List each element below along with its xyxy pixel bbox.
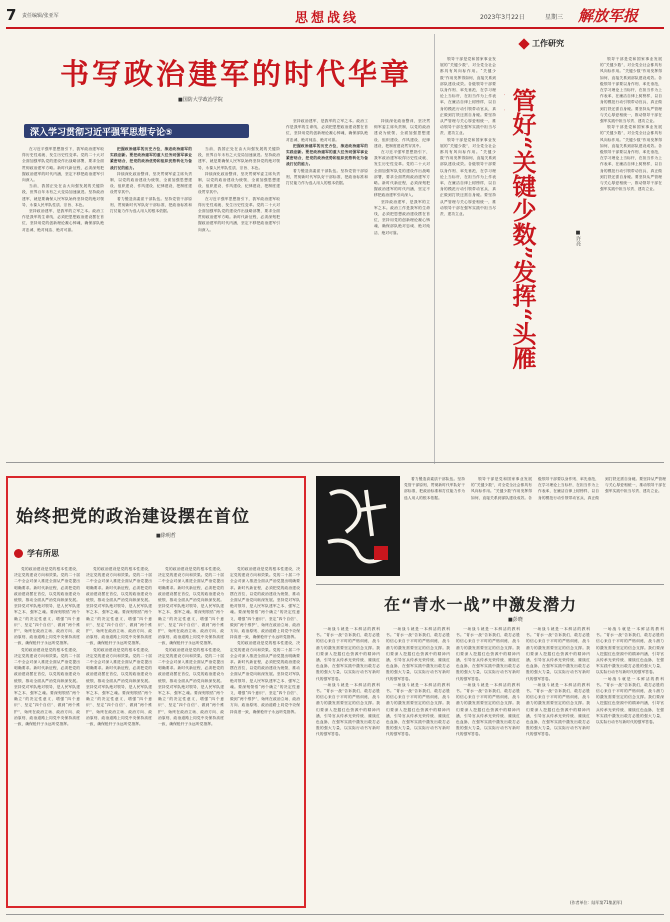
article-paragraph: 党的政治建设是党的根本性建设，决定党的建设方向和效果。党的二十届二中全会对深入推进全面从严治党提出明确要求。新时代新征程，必须把党的政治建设摆在首位，以党的政治建设为统领，推动全面从严治党向纵深发展。坚持党对军队绝对领导，是人民军队建军之本、强军之魂。要深刻领悟“两个确立”的决定性意义，增强“四个意识”、坚定“四个自信”、做到“两个维护”，始终在政治立场、政治方向、政治原则、政治道路上同党中央保持高度一致，确保枪杆子永远听党指挥。	[158, 567, 224, 646]
footer-rule	[6, 914, 664, 915]
subbanner-text: 深入学习贯彻习近平强军思想专论⑤	[30, 128, 173, 138]
bottom-right-byline: ■彭晓	[508, 617, 523, 623]
bottom-right-column-2	[386, 626, 450, 904]
column-paragraph: 当前，我国正处在由大向强发展的关键阶段，世界百年未有之大变局加速演进。坚持政治建军，就是要确保人民军队始终坚持党的绝对领导，永葆人民军队性质、宗旨、本色。	[198, 147, 280, 170]
bottom-right-column-4	[526, 626, 590, 904]
article-paragraph: 一场战斗就是一本鲜活的教科书。“青水一战”告诉我们，敢打必胜的信心来自于平时的严格训练，战斗潜力的激发需要坚定的信念支撑。我们要深入挖掘红色资源中的精神内涵，引导官兵传承光荣传统、赓续红色血脉，在强军实践中激发出敢打必胜的强大力量，以实际行动书写新时代的强军答卷。	[596, 627, 664, 675]
calligraphy-strokes-icon	[316, 476, 400, 576]
article-paragraph: 一场战斗就是一本鲜活的教科书。“青水一战”告诉我们，敢打必胜的信心来自于平时的严格训练，战斗潜力的激发需要坚定的信念支撑。我们要深入挖掘红色资源中的精神内涵，引导官兵传承光荣传统、赓续红色血脉，在强军实践中激发出敢打必胜的强大力量，以实际行动书写新时代的强军答卷。	[456, 682, 520, 737]
side-headline: 管好“关键少数”发挥“头雁	[508, 88, 537, 370]
article-paragraph: 党的政治建设是党的根本性建设，决定党的建设方向和效果。党的二十届二中全会对深入推进全面从严治党提出明确要求。新时代新征程，必须把党的政治建设摆在首位，以党的政治建设为统领，推动全面从严治党向纵深发展。坚持党对军队绝对领导，是人民军队建军之本、强军之魂。要深刻领悟“两个确立”的决定性意义，增强“四个意识”、坚定“四个自信”、做到“两个维护”，始终在政治立场、政治方向、政治原则、政治道路上同党中央保持高度一致，确保枪杆子永远听党指挥。	[230, 641, 300, 714]
bottom-right-column-5	[596, 626, 664, 896]
side-byline: ■许亮	[575, 230, 581, 246]
column-paragraph: 坚持政治建军，是我军的立军之本。政治工作是我军的生命线，必须把思想政治建设摆在首位，坚持用党的创新理论凝心铸魂，确保部队绝对忠诚、绝对纯洁、绝对可靠。	[22, 209, 104, 232]
side-column-text-1	[440, 56, 496, 456]
side-continuation-column	[404, 476, 666, 548]
side-paragraph: 领导干部是党和国家事业发展的“关键少数”，对全党全社会都具有风向标作用。“关键少数”作用发挥得如何，直接关系到部队建设成效。各级领导干部要以身作则、率先垂范，在学习理论上当标杆，在担当作为上作表率，在廉洁自律上树榜样，以自身的模范行动引领带动官兵，真正做到打铁还需自身硬。要坚持从严管理与关心厚爱相统一，推动领导干部在强军实践中担当尽责、建功立业。	[600, 125, 662, 192]
section-title: 思想战线	[295, 11, 360, 26]
side-paragraph: 领导干部是党和国家事业发展的“关键少数”，对全党全社会都具有风向标作用。“关键少数”作用发挥得如何，直接关系到部队建设成效。各级领导干部要以身作则、率先垂范，在学习理论上当标杆，在担当作为上作表率，在廉洁自律上树榜样，以自身的模范行动引领带动官兵，真正做到打铁还需自身硬。要坚持从严管理与关心厚爱相统一，推动领导干部在强军实践中担当尽责、建功立业。	[600, 57, 662, 124]
middle-rule	[6, 462, 664, 463]
bottom-left-column-1	[14, 566, 80, 902]
bottom-right-headline: 在“青水一战”中激发潜力	[384, 595, 578, 614]
column-paragraph: 持续深化政治整训，坚决贯彻军委主席负责制，以党的政治建设为统领，全面加强思想建设、组织建设、作风建设、纪律建设，把制度建设贯穿其中。	[374, 119, 430, 148]
column-paragraph: 在习近平强军思想指引下，我军政治建军取得历史性成就、发生历史性变革。党的二十大对全面加强军队党的建设作出战略部署，要求全面贯彻政治建军方略。新时代新征程，必须深刻把握政治建军的时代内涵，坚定不移把政治建军引向深入。	[198, 196, 280, 232]
header-rule	[6, 27, 664, 29]
top-article-column-3	[198, 146, 280, 458]
column-paragraph: 着力锻造高素质干部队伍。坚持党管干部原则，贯彻新时代军队好干部标准，把政治标准和打仗能力作为选人用人的根本依据。	[286, 168, 368, 186]
newspaper-logo: 解放军报	[578, 7, 639, 25]
column-paragraph: 持续深化政治整训，坚决贯彻军委主席负责制，以党的政治建设为统领，全面加强思想建设、组织建设、作风建设、纪律建设，把制度建设贯穿其中。	[198, 171, 280, 195]
side-paragraph: 领导干部是党和国家事业发展的“关键少数”，对全党全社会都具有风向标作用。“关键少数”作用发挥得如何，直接关系到部队建设成效。各级领导干部要以身作则、率先垂范，在学习理论上当标杆，在担当作为上作表率，在廉洁自律上树榜样，以自身的模范行动引领带动官兵，真正做到打铁还需自身硬。要坚持从严管理与关心厚爱相统一，推动领导干部在强军实践中担当尽责、建功立业。	[440, 137, 496, 217]
column-paragraph: 把握政治建军的历史方位，推进政治建军的实践创新。要把政治建军的重大任务同强军事业紧密结合，把党的政治优势和组织优势转化为备战打仗的能力。	[286, 143, 368, 167]
article-paragraph: 一场战斗就是一本鲜活的教科书。“青水一战”告诉我们，敢打必胜的信心来自于平时的严格训练，战斗潜力的激发需要坚定的信念支撑。我们要深入挖掘红色资源中的精神内涵，引导官兵传承光荣传统、赓续红色血脉，在强军实践中激发出敢打必胜的强大力量，以实际行动书写新时代的强军答卷。	[596, 676, 664, 725]
article-paragraph: 一场战斗就是一本鲜活的教科书。“青水一战”告诉我们，敢打必胜的信心来自于平时的严格训练，战斗潜力的激发需要坚定的信念支撑。我们要深入挖掘红色资源中的精神内涵，引导官兵传承光荣传统、赓续红色血脉，在强军实践中激发出敢打必胜的强大力量，以实际行动书写新时代的强军答卷。	[526, 682, 590, 737]
top-headline: 书写政治建军的时代华章	[60, 57, 413, 91]
side-paragraph: 领导干部是党和国家事业发展的“关键少数”，对全党全社会都具有风向标作用。“关键少数”作用发挥得如何，直接关系到部队建设成效。各级领导干部要以身作则、率先垂范，在学习理论上当标杆，在担当作为上作表率，在廉洁自律上树榜样，以自身的模范行动引领带动官兵，真正做到打铁还需自身硬。要坚持从严管理与关心厚爱相统一，推动领导干部在强军实践中担当尽责、建功立业。	[440, 57, 496, 136]
bottom-right-author-note: (作者单位：陆军第71集团军)	[570, 900, 623, 905]
issue-date: 2023年3月22日	[480, 14, 525, 21]
article-paragraph: 一场战斗就是一本鲜活的教科书。“青水一战”告诉我们，敢打必胜的信心来自于平时的严格训练，战斗潜力的激发需要坚定的信念支撑。我们要深入挖掘红色资源中的精神内涵，引导官兵传承光荣传统、赓续红色血脉，在强军实践中激发出敢打必胜的强大力量，以实际行动书写新时代的强军答卷。	[456, 627, 520, 681]
subhead-text: 学有所思	[27, 549, 59, 558]
editor-label: 责任编辑/张亚军	[22, 13, 59, 19]
article-paragraph: 一场战斗就是一本鲜活的教科书。“青水一战”告诉我们，敢打必胜的信心来自于平时的严格训练，战斗潜力的激发需要坚定的信念支撑。我们要深入挖掘红色资源中的精神内涵，引导官兵传承光荣传统、赓续红色血脉，在强军实践中激发出敢打必胜的强大力量，以实际行动书写新时代的强军答卷。	[386, 682, 450, 737]
top-article-column-1	[22, 146, 104, 458]
bottom-left-column-4	[230, 566, 300, 902]
top-article-column-4	[286, 118, 368, 458]
calligraphy-seal-image	[316, 476, 400, 576]
side-column-divider	[434, 34, 435, 464]
bottom-left-headline: 始终把党的政治建设摆在首位	[16, 507, 250, 527]
subhead-marker-icon	[14, 549, 23, 558]
article-paragraph: 党的政治建设是党的根本性建设，决定党的建设方向和效果。党的二十届二中全会对深入推进全面从严治党提出明确要求。新时代新征程，必须把党的政治建设摆在首位，以党的政治建设为统领，推动全面从严治党向纵深发展。坚持党对军队绝对领导，是人民军队建军之本、强军之魂。要深刻领悟“两个确立”的决定性意义，增强“四个意识”、坚定“四个自信”、做到“两个维护”，始终在政治立场、政治方向、政治原则、政治道路上同党中央保持高度一致，确保枪杆子永远听党指挥。	[14, 647, 80, 727]
top-byline: ■国防大学政治学院	[178, 97, 223, 103]
top-article-column-5	[374, 118, 430, 458]
bottom-right-top-rule	[316, 584, 664, 585]
article-paragraph: 一场战斗就是一本鲜活的教科书。“青水一战”告诉我们，敢打必胜的信心来自于平时的严格训练，战斗潜力的激发需要坚定的信念支撑。我们要深入挖掘红色资源中的精神内涵，引导官兵传承光荣传统、赓续红色血脉，在强军实践中激发出敢打必胜的强大力量，以实际行动书写新时代的强军答卷。	[526, 627, 590, 681]
continuation-paragraph: 着力锻造高素质干部队伍。坚持党管干部原则，贯彻新时代军队好干部标准，把政治标准和打仗能力作为选人用人的根本依据。	[404, 477, 465, 500]
bottom-left-column-3	[158, 566, 224, 902]
article-paragraph: 一场战斗就是一本鲜活的教科书。“青水一战”告诉我们，敢打必胜的信心来自于平时的严格训练，战斗潜力的激发需要坚定的信念支撑。我们要深入挖掘红色资源中的精神内涵，引导官兵传承光荣传统、赓续红色血脉，在强军实践中激发出敢打必胜的强大力量，以实际行动书写新时代的强军答卷。	[316, 627, 380, 681]
article-paragraph: 一场战斗就是一本鲜活的教科书。“青水一战”告诉我们，敢打必胜的信心来自于平时的严格训练，战斗潜力的激发需要坚定的信念支撑。我们要深入挖掘红色资源中的精神内涵，引导官兵传承光荣传统、赓续红色血脉，在强军实践中激发出敢打必胜的强大力量，以实际行动书写新时代的强军答卷。	[316, 682, 380, 737]
side-label-box	[520, 38, 582, 50]
page-number: 7	[6, 6, 17, 24]
bottom-left-byline: ■徐明哲	[156, 533, 176, 539]
side-label-marker-icon	[518, 38, 529, 49]
column-paragraph: 当前，我国正处在由大向强发展的关键阶段，世界百年未有之大变局加速演进。坚持政治建军，就是要确保人民军队始终坚持党的绝对领导，永葆人民军队性质、宗旨、本色。	[22, 184, 104, 207]
side-column-text-2	[600, 56, 662, 456]
study-subhead	[14, 548, 94, 560]
column-paragraph: 在习近平强军思想指引下，我军政治建军取得历史性成就、发生历史性变革。党的二十大对全面加强军队党的建设作出战略部署，要求全面贯彻政治建军方略。新时代新征程，必须深刻把握政治建军的时代内涵，坚定不移把政治建军引向深入。	[374, 150, 430, 198]
bottom-left-column-2	[86, 566, 152, 902]
bottom-right-column-1	[316, 626, 380, 904]
top-article-column-2	[110, 146, 192, 458]
column-paragraph: 坚持政治建军，是我军的立军之本。政治工作是我军的生命线，必须把思想政治建设摆在首位，坚持用党的创新理论凝心铸魂，确保部队绝对忠诚、绝对纯洁、绝对可靠。	[374, 199, 430, 235]
article-paragraph: 党的政治建设是党的根本性建设，决定党的建设方向和效果。党的二十届二中全会对深入推进全面从严治党提出明确要求。新时代新征程，必须把党的政治建设摆在首位，以党的政治建设为统领，推动全面从严治党向纵深发展。坚持党对军队绝对领导，是人民军队建军之本、强军之魂。要深刻领悟“两个确立”的决定性意义，增强“四个意识”、坚定“四个自信”、做到“两个维护”，始终在政治立场、政治方向、政治原则、政治道路上同党中央保持高度一致，确保枪杆子永远听党指挥。	[14, 567, 80, 646]
column-paragraph: 坚持政治建军，是我军的立军之本。政治工作是我军的生命线，必须把思想政治建设摆在首位，坚持用党的创新理论凝心铸魂，确保部队绝对忠诚、绝对纯洁、绝对可靠。	[286, 119, 368, 142]
column-paragraph: 在习近平强军思想指引下，我军政治建军取得历史性成就、发生历史性变革。党的二十大对全面加强军队党的建设作出战略部署，要求全面贯彻政治建军方略。新时代新征程，必须深刻把握政治建军的时代内涵，坚定不移把政治建军引向深入。	[22, 147, 104, 183]
subbanner	[24, 124, 249, 138]
column-paragraph: 把握政治建军的历史方位，推进政治建军的实践创新。要把政治建军的重大任务同强军事业紧密结合，把党的政治优势和组织优势转化为备战打仗的能力。	[110, 147, 192, 170]
continuation-paragraph: 领导干部是党和国家事业发展的“关键少数”，对全党全社会都具有风向标作用。“关键少数”作用发挥得如何，直接关系到部队建设成效。各级领导干部要以身作则、率先垂范，在学习理论上当标杆，在担当作为上作表率，在廉洁自律上树榜样，以自身的模范行动引领带动官兵，真正做到打铁还需自身硬。要坚持从严管理与关心厚爱相统一，推动领导干部在强军实践中担当尽责、建功立业。	[471, 477, 666, 500]
bottom-right-column-3	[456, 626, 520, 904]
issue-weekday: 星期三	[545, 14, 564, 21]
side-label-text: 工作研究	[532, 39, 564, 48]
column-paragraph: 持续深化政治整训，坚决贯彻军委主席负责制，以党的政治建设为统领，全面加强思想建设、组织建设、作风建设、纪律建设，把制度建设贯穿其中。	[110, 171, 192, 195]
article-paragraph: 党的政治建设是党的根本性建设，决定党的建设方向和效果。党的二十届二中全会对深入推进全面从严治党提出明确要求。新时代新征程，必须把党的政治建设摆在首位，以党的政治建设为统领，推动全面从严治党向纵深发展。坚持党对军队绝对领导，是人民军队建军之本、强军之魂。要深刻领悟“两个确立”的决定性意义，增强“四个意识”、坚定“四个自信”、做到“两个维护”，始终在政治立场、政治方向、政治原则、政治道路上同党中央保持高度一致，确保枪杆子永远听党指挥。	[86, 647, 152, 727]
article-paragraph: 一场战斗就是一本鲜活的教科书。“青水一战”告诉我们，敢打必胜的信心来自于平时的严格训练，战斗潜力的激发需要坚定的信念支撑。我们要深入挖掘红色资源中的精神内涵，引导官兵传承光荣传统、赓续红色血脉，在强军实践中激发出敢打必胜的强大力量，以实际行动书写新时代的强军答卷。	[386, 627, 450, 681]
article-paragraph: 党的政治建设是党的根本性建设，决定党的建设方向和效果。党的二十届二中全会对深入推进全面从严治党提出明确要求。新时代新征程，必须把党的政治建设摆在首位，以党的政治建设为统领，推动全面从严治党向纵深发展。坚持党对军队绝对领导，是人民军队建军之本、强军之魂。要深刻领悟“两个确立”的决定性意义，增强“四个意识”、坚定“四个自信”、做到“两个维护”，始终在政治立场、政治方向、政治原则、政治道路上同党中央保持高度一致，确保枪杆子永远听党指挥。	[230, 567, 300, 640]
article-paragraph: 党的政治建设是党的根本性建设，决定党的建设方向和效果。党的二十届二中全会对深入推进全面从严治党提出明确要求。新时代新征程，必须把党的政治建设摆在首位，以党的政治建设为统领，推动全面从严治党向纵深发展。坚持党对军队绝对领导，是人民军队建军之本、强军之魂。要深刻领悟“两个确立”的决定性意义，增强“四个意识”、坚定“四个自信”、做到“两个维护”，始终在政治立场、政治方向、政治原则、政治道路上同党中央保持高度一致，确保枪杆子永远听党指挥。	[86, 567, 152, 646]
column-paragraph: 着力锻造高素质干部队伍。坚持党管干部原则，贯彻新时代军队好干部标准，把政治标准和打仗能力作为选人用人的根本依据。	[110, 196, 192, 214]
article-paragraph: 党的政治建设是党的根本性建设，决定党的建设方向和效果。党的二十届二中全会对深入推进全面从严治党提出明确要求。新时代新征程，必须把党的政治建设摆在首位，以党的政治建设为统领，推动全面从严治党向纵深发展。坚持党对军队绝对领导，是人民军队建军之本、强军之魂。要深刻领悟“两个确立”的决定性意义，增强“四个意识”、坚定“四个自信”、做到“两个维护”，始终在政治立场、政治方向、政治原则、政治道路上同党中央保持高度一致，确保枪杆子永远听党指挥。	[158, 647, 224, 727]
page-header	[0, 0, 670, 30]
